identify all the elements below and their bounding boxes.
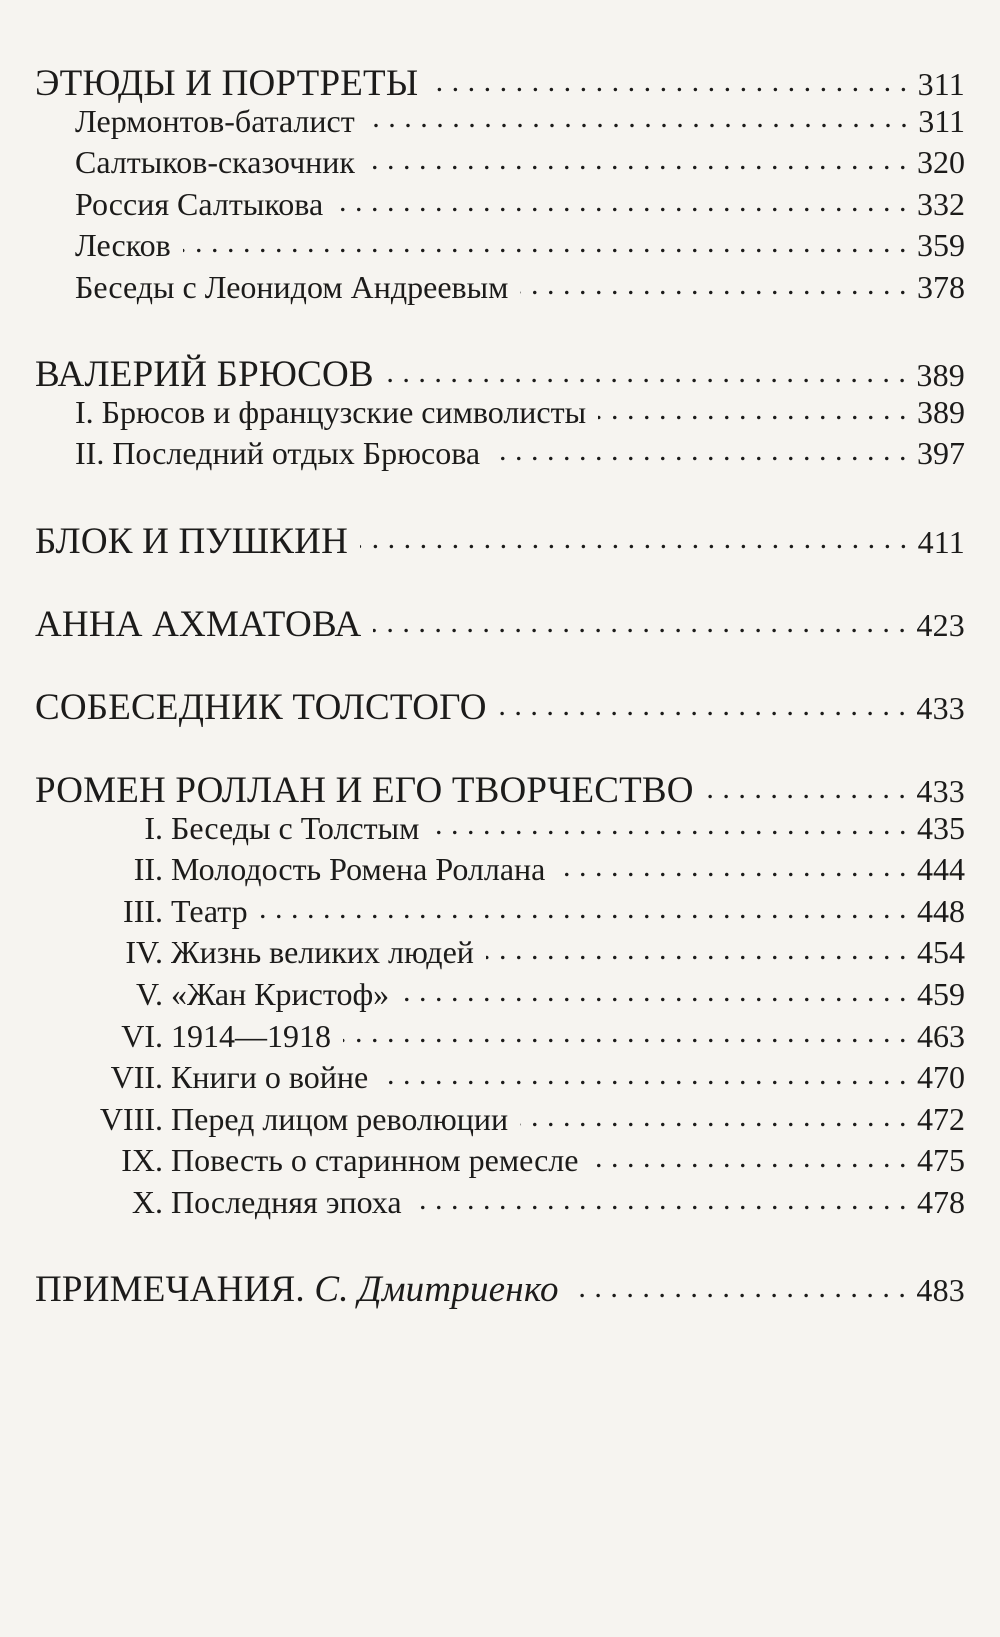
toc-section-title: БЛОК И ПУШКИН [35, 520, 348, 562]
toc-page-number: 444 [917, 851, 965, 888]
dot-leader [598, 391, 907, 423]
roman-numeral: VI. [121, 1017, 163, 1054]
roman-numeral: I. [144, 809, 163, 846]
toc-entry-title: Перед лицом революции [171, 1100, 509, 1137]
dot-leader [520, 1098, 907, 1130]
toc-page-number: 389 [917, 393, 965, 430]
toc-page-number: 397 [917, 435, 965, 472]
toc-page-number: 389 [916, 357, 965, 394]
toc-section-title: ЭТЮДЫ И ПОРТРЕТЫ [35, 63, 419, 104]
roman-numeral: IX. [121, 1142, 163, 1179]
toc-entry-title: Молодость Ромена Роллана [171, 851, 546, 888]
toc-section [35, 58, 965, 104]
toc-entry [35, 1015, 965, 1057]
toc-entry-title: Россия Салтыкова [75, 185, 324, 222]
dot-leader [706, 765, 907, 802]
toc-page-number: 311 [918, 102, 965, 139]
roman-numeral: VIII. [99, 1100, 163, 1137]
toc-page-number: 459 [917, 976, 965, 1013]
roman-numeral: III. [123, 892, 163, 929]
toc-section-title: ВАЛЕРИЙ БРЮСОВ [35, 354, 374, 396]
toc-page-number: 378 [917, 268, 965, 305]
dot-leader [486, 931, 907, 963]
toc-page-number: 478 [917, 1184, 965, 1221]
dot-leader [380, 1056, 907, 1088]
toc-page-number: 448 [917, 892, 965, 929]
toc-entry [35, 848, 965, 890]
toc-page-number: 472 [917, 1100, 965, 1137]
toc-entry-title: Беседы с Леонидом Андреевым [75, 268, 509, 305]
dot-leader [367, 141, 907, 173]
dot-leader [414, 1181, 907, 1213]
toc-entry-title: Последняя эпоха [171, 1184, 402, 1221]
toc-entry-title: Беседы с Толстым [171, 809, 420, 846]
dot-leader [492, 432, 907, 464]
toc-entry [35, 973, 965, 1015]
roman-numeral: X. [131, 1184, 163, 1221]
toc-entry-title: Книги о войне [171, 1059, 369, 1096]
dot-leader [430, 58, 907, 95]
toc-entry-title: Салтыков-сказочник [75, 144, 355, 181]
spacer [35, 557, 965, 599]
spacer [35, 640, 965, 682]
toc-entry [35, 890, 965, 932]
toc-page-number: 483 [916, 1272, 965, 1309]
toc-page-number: 454 [917, 934, 965, 971]
dot-leader [367, 100, 908, 132]
toc-entry [35, 1056, 965, 1098]
toc-page-number: 435 [917, 809, 965, 846]
toc-page-number: 475 [917, 1142, 965, 1179]
spacer [35, 1223, 965, 1265]
spacer [35, 724, 965, 766]
toc-page-number: 470 [917, 1059, 965, 1096]
toc-page-number: 433 [916, 689, 965, 726]
toc-entry-title: Лесков [75, 227, 171, 264]
dot-leader [557, 848, 907, 880]
toc-entry [35, 183, 965, 225]
toc-author: С. Дмитриенко [314, 1269, 559, 1311]
toc-entry [35, 1181, 965, 1223]
dot-leader [260, 890, 907, 922]
toc-page-number: 332 [917, 185, 965, 222]
dot-leader [373, 599, 906, 636]
toc-entry [35, 931, 965, 973]
toc-page-number: 311 [917, 66, 965, 102]
dot-leader [499, 682, 907, 719]
dot-leader [360, 516, 908, 553]
toc-entry-title: Лермонтов-баталист [75, 102, 355, 139]
dot-leader [571, 1264, 907, 1301]
toc-entry [35, 100, 965, 142]
toc-section [35, 599, 965, 645]
toc-entry-title: Повесть о старинном ремесле [171, 1142, 579, 1179]
spacer [35, 474, 965, 516]
toc-entry [35, 266, 965, 308]
toc-entry-title: II. Последний отдых Брюсова [75, 435, 481, 472]
toc-entry [35, 807, 965, 849]
dot-leader [590, 1139, 907, 1171]
toc-entry-title: «Жан Кристоф» [171, 976, 390, 1013]
toc-section [35, 765, 965, 812]
roman-numeral: II. [133, 851, 163, 888]
toc-section [35, 1264, 965, 1311]
toc-entry [35, 141, 965, 183]
toc-page-number: 320 [917, 144, 965, 181]
roman-numeral: VII. [110, 1059, 163, 1096]
toc-page-number: 359 [917, 227, 965, 264]
toc-entry-title: 1914—1918 [171, 1017, 331, 1054]
toc-section [35, 682, 965, 728]
toc-entry [35, 224, 965, 266]
dot-leader [335, 183, 907, 215]
toc-entry-title: Театр [171, 892, 248, 929]
toc-entry [35, 391, 965, 433]
toc-section-title: РОМЕН РОЛЛАН И ЕГО ТВОРЧЕСТВО [35, 770, 694, 812]
spacer [35, 308, 965, 350]
dot-leader [343, 1015, 907, 1047]
toc-entry-title: Жизнь великих людей [171, 934, 474, 971]
toc-entry [35, 1098, 965, 1140]
toc-entry-title: I. Брюсов и французские символисты [75, 393, 587, 430]
toc-section-title: АННА АХМАТОВА [35, 603, 362, 645]
toc-entry [35, 1139, 965, 1181]
roman-numeral: IV. [125, 934, 163, 971]
dot-leader [520, 266, 907, 298]
toc-page-number: 411 [917, 523, 965, 560]
toc-page-number: 463 [917, 1017, 965, 1054]
dot-leader [401, 973, 907, 1005]
toc-section-title: СОБЕСЕДНИК ТОЛСТОГО [35, 686, 487, 728]
toc-entry [35, 432, 965, 474]
dot-leader [431, 807, 907, 839]
dot-leader [183, 224, 907, 256]
toc-page-number: 433 [916, 773, 965, 810]
dot-leader [386, 349, 907, 386]
table-of-contents [35, 58, 965, 1311]
toc-section-title: ПРИМЕЧАНИЯ. [35, 1269, 305, 1311]
toc-page-number: 423 [916, 606, 965, 643]
roman-numeral: V. [136, 976, 163, 1013]
toc-section [35, 349, 965, 396]
toc-section [35, 516, 965, 562]
